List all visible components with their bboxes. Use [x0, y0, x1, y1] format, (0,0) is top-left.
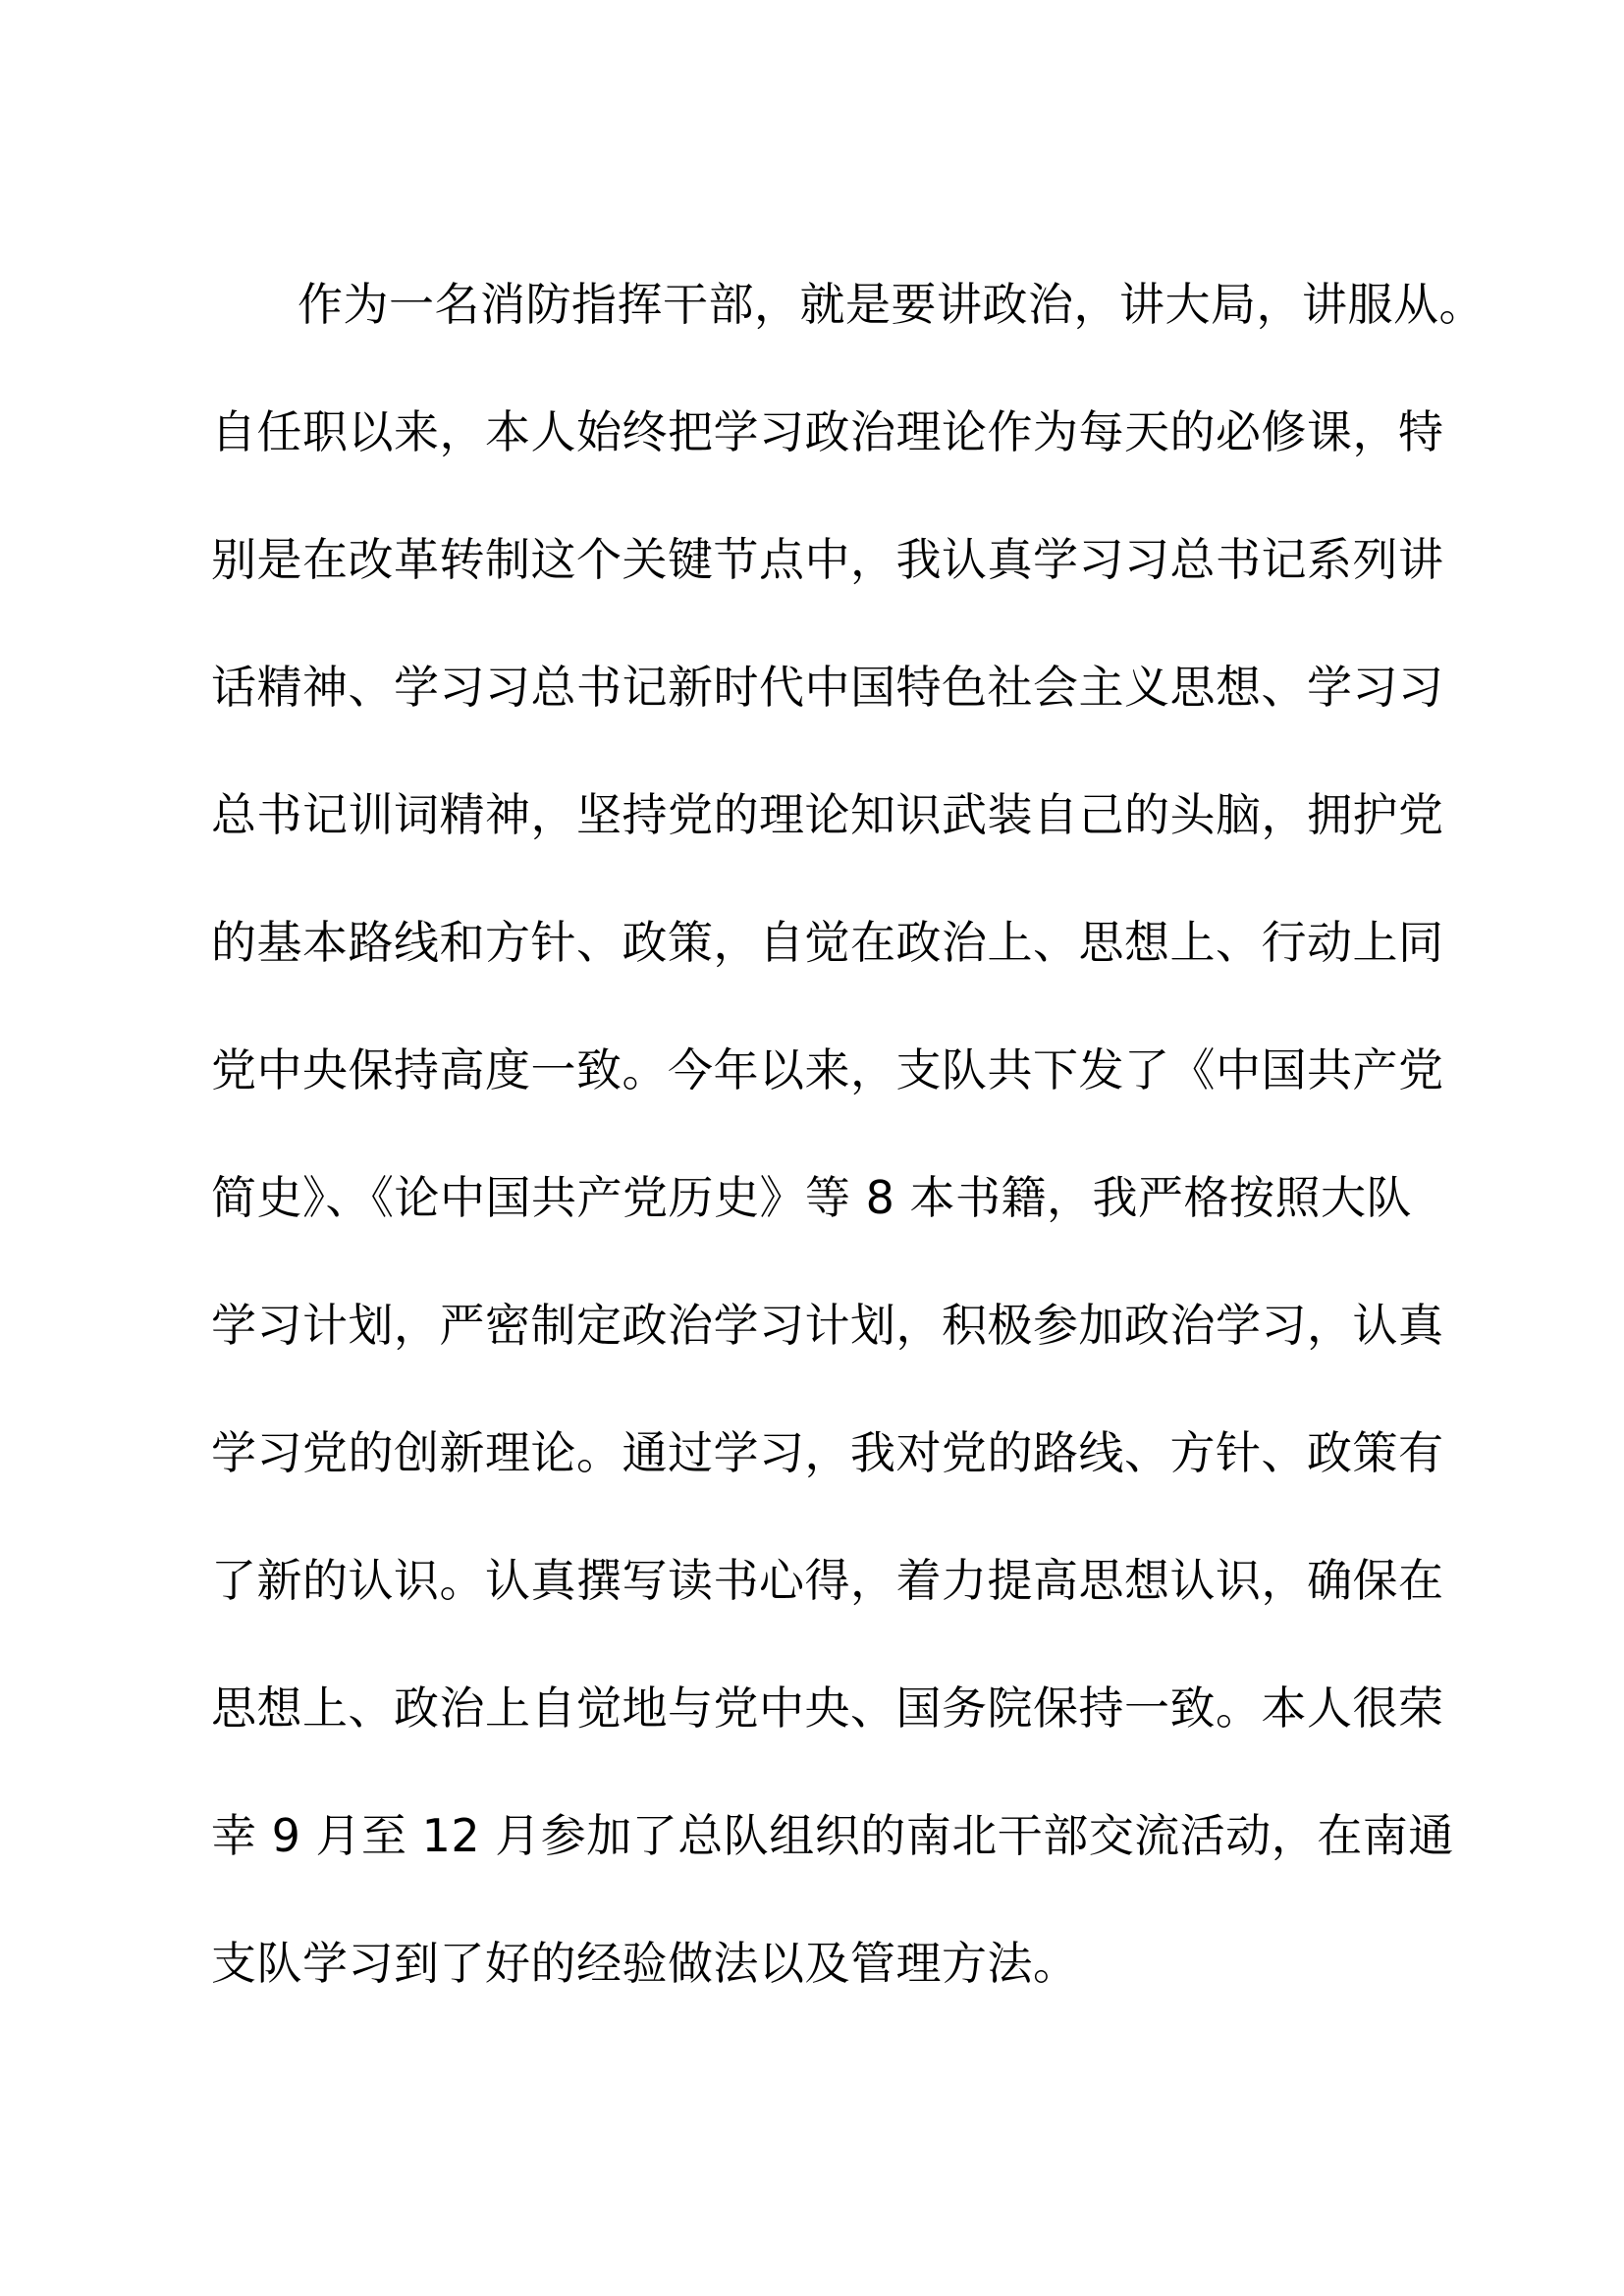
paragraph-line: 党中央保持高度一致。今年以来，支队共下发了《中国共产党 — [211, 1043, 1444, 1096]
paragraph-line: 学习计划，严密制定政治学习计划，积极参加政治学习，认真 — [211, 1299, 1444, 1352]
paragraph-line: 总书记训词精神，坚持党的理论知识武装自己的头脑，拥护党 — [211, 788, 1444, 841]
paragraph-line: 简史》、《论中国共产党历史》等 8 本书籍，我严格按照大队 — [211, 1171, 1413, 1224]
paragraph-line: 自任职以来，本人始终把学习政治理论作为每天的必修课，特 — [211, 405, 1444, 458]
paragraph-line: 支队学习到了好的经验做法以及管理方法。 — [211, 1937, 1079, 1990]
paragraph-line: 话精神、学习习总书记新时代中国特色社会主义思想、学习习 — [211, 661, 1444, 714]
paragraph-line: 学习党的创新理论。通过学习，我对党的路线、方针、政策有 — [211, 1426, 1444, 1479]
paragraph-line: 的基本路线和方针、政策，自觉在政治上、思想上、行动上同 — [211, 916, 1444, 969]
paragraph-line: 作为一名消防指挥干部，就是要讲政治，讲大局，讲服从。 — [298, 278, 1485, 331]
body-paragraph — [211, 240, 1485, 2027]
paragraph-line: 别是在改革转制这个关键节点中，我认真学习习总书记系列讲 — [211, 533, 1444, 586]
paragraph-line: 幸 9 月至 12 月参加了总队组织的南北干部交流活动，在南通 — [211, 1809, 1454, 1862]
paragraph-line: 思想上、政治上自觉地与党中央、国务院保持一致。本人很荣 — [211, 1682, 1444, 1735]
paragraph-line: 了新的认识。认真撰写读书心得，着力提高思想认识，确保在 — [211, 1554, 1444, 1607]
